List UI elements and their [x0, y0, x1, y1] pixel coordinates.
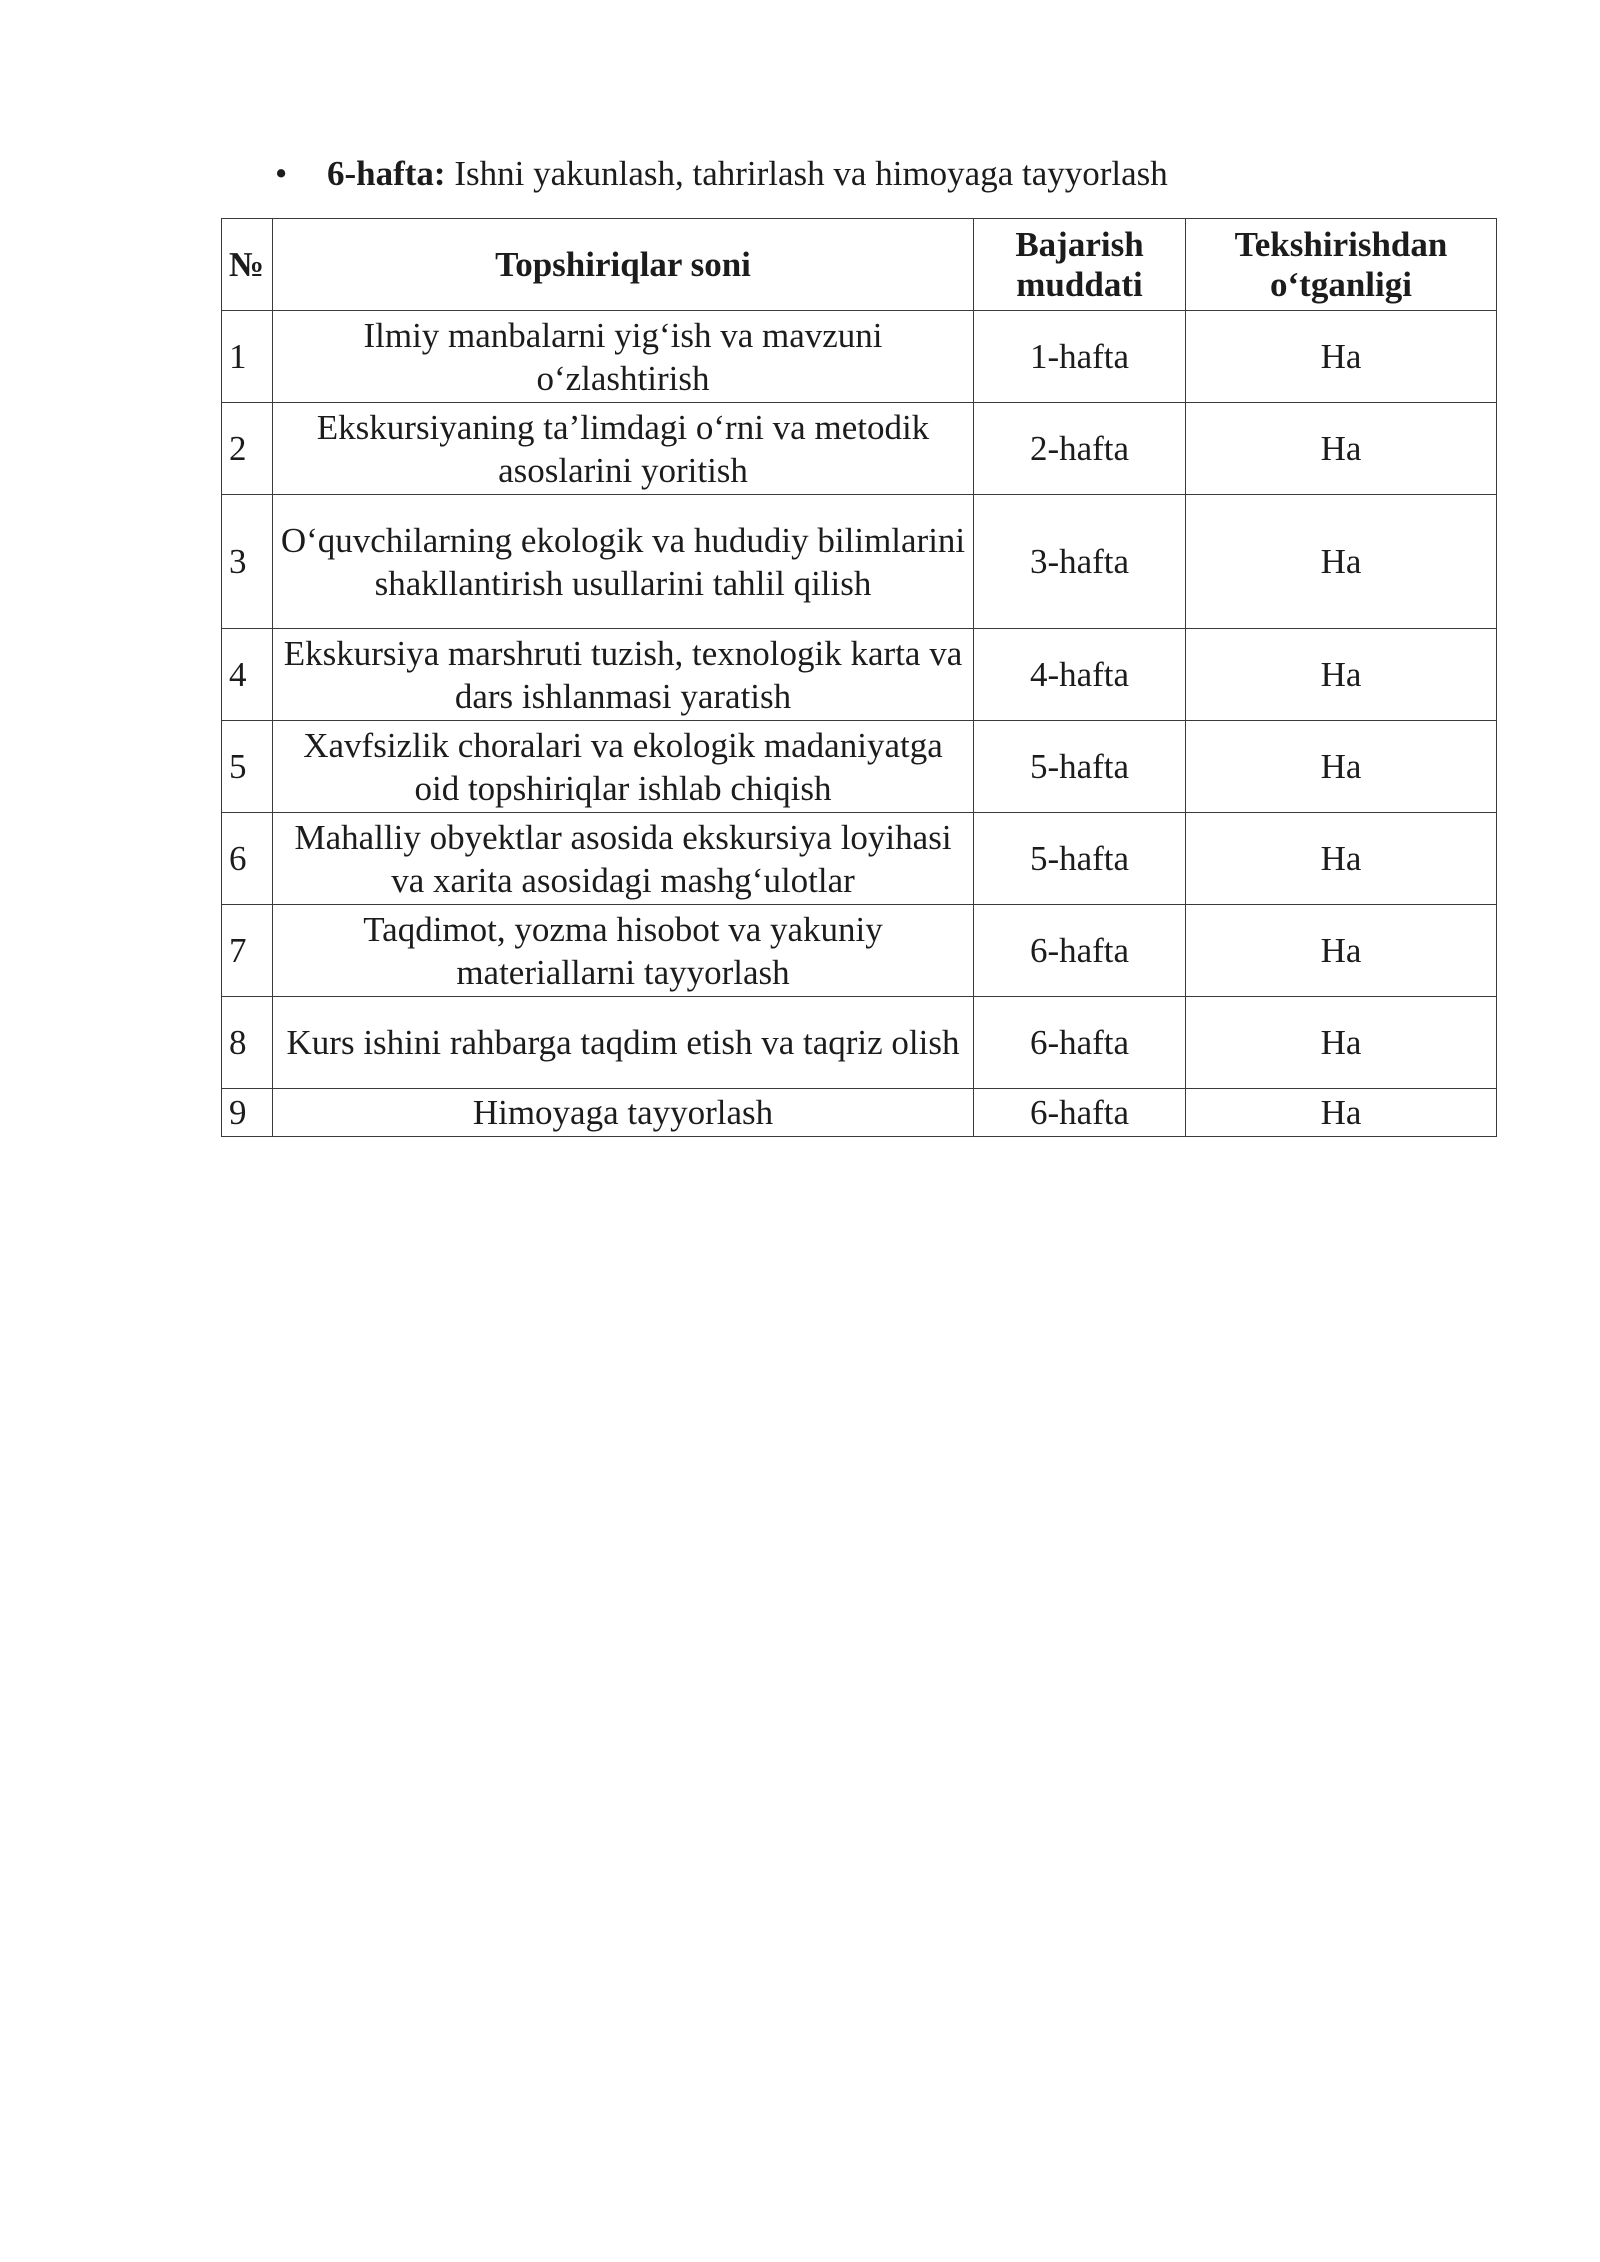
- row-number: 2: [222, 403, 273, 495]
- row-task: Mahalliy obyektlar asosida ekskursiya loyihasi va xarita asosidagi mashg‘ulotlar: [273, 813, 974, 905]
- row-task: Ilmiy manbalarni yig‘ish va mavzuni o‘zlashtirish: [273, 311, 974, 403]
- row-status: Ha: [1186, 1089, 1497, 1137]
- week-6-bullet-item: [275, 150, 1168, 198]
- row-deadline: 5-hafta: [974, 813, 1186, 905]
- header-checked: Tekshirishdan o‘tganligi: [1186, 219, 1497, 311]
- row-number: 1: [222, 311, 273, 403]
- row-task: Taqdimot, yozma hisobot va yakuniy materiallarni tayyorlash: [273, 905, 974, 997]
- table-row: [222, 1089, 1497, 1137]
- table-row: [222, 311, 1497, 403]
- table-row: [222, 813, 1497, 905]
- table-row: [222, 495, 1497, 629]
- week-label: 6-hafta:: [327, 154, 446, 193]
- row-deadline: 6-hafta: [974, 997, 1186, 1089]
- row-status: Ha: [1186, 403, 1497, 495]
- row-status: Ha: [1186, 629, 1497, 721]
- row-task: Kurs ishini rahbarga taqdim etish va taqriz olish: [273, 997, 974, 1089]
- row-task: Ekskursiya marshruti tuzish, texnologik karta va dars ishlanmasi yaratish: [273, 629, 974, 721]
- header-deadline: Bajarish muddati: [974, 219, 1186, 311]
- row-status: Ha: [1186, 721, 1497, 813]
- row-deadline: 3-hafta: [974, 495, 1186, 629]
- row-deadline: 5-hafta: [974, 721, 1186, 813]
- row-number: 6: [222, 813, 273, 905]
- row-number: 4: [222, 629, 273, 721]
- table-row: [222, 997, 1497, 1089]
- header-number: №: [222, 219, 273, 311]
- header-tasks: Topshiriqlar soni: [273, 219, 974, 311]
- week-description: Ishni yakunlash, tahrirlash va himoyaga tayyorlash: [454, 154, 1168, 193]
- row-deadline: 4-hafta: [974, 629, 1186, 721]
- row-number: 9: [222, 1089, 273, 1137]
- row-status: Ha: [1186, 905, 1497, 997]
- row-task: Himoyaga tayyorlash: [273, 1089, 974, 1137]
- row-task: Ekskursiyaning ta’limdagi o‘rni va metodik asoslarini yoritish: [273, 403, 974, 495]
- table-row: [222, 721, 1497, 813]
- row-status: Ha: [1186, 495, 1497, 629]
- row-deadline: 6-hafta: [974, 905, 1186, 997]
- row-deadline: 1-hafta: [974, 311, 1186, 403]
- bullet-marker: •: [275, 154, 288, 193]
- table-row: [222, 629, 1497, 721]
- row-number: 8: [222, 997, 273, 1089]
- table-row: [222, 905, 1497, 997]
- row-number: 5: [222, 721, 273, 813]
- row-deadline: 2-hafta: [974, 403, 1186, 495]
- table-header-row: [222, 219, 1497, 311]
- row-number: 3: [222, 495, 273, 629]
- tasks-table: [221, 218, 1497, 1137]
- row-status: Ha: [1186, 813, 1497, 905]
- row-status: Ha: [1186, 311, 1497, 403]
- row-task: Xavfsizlik choralari va ekologik madaniyatga oid topshiriqlar ishlab chiqish: [273, 721, 974, 813]
- row-deadline: 6-hafta: [974, 1089, 1186, 1137]
- row-task: O‘quvchilarning ekologik va hududiy bilimlarini shakllantirish usullarini tahlil qilish: [273, 495, 974, 629]
- row-status: Ha: [1186, 997, 1497, 1089]
- row-number: 7: [222, 905, 273, 997]
- table-row: [222, 403, 1497, 495]
